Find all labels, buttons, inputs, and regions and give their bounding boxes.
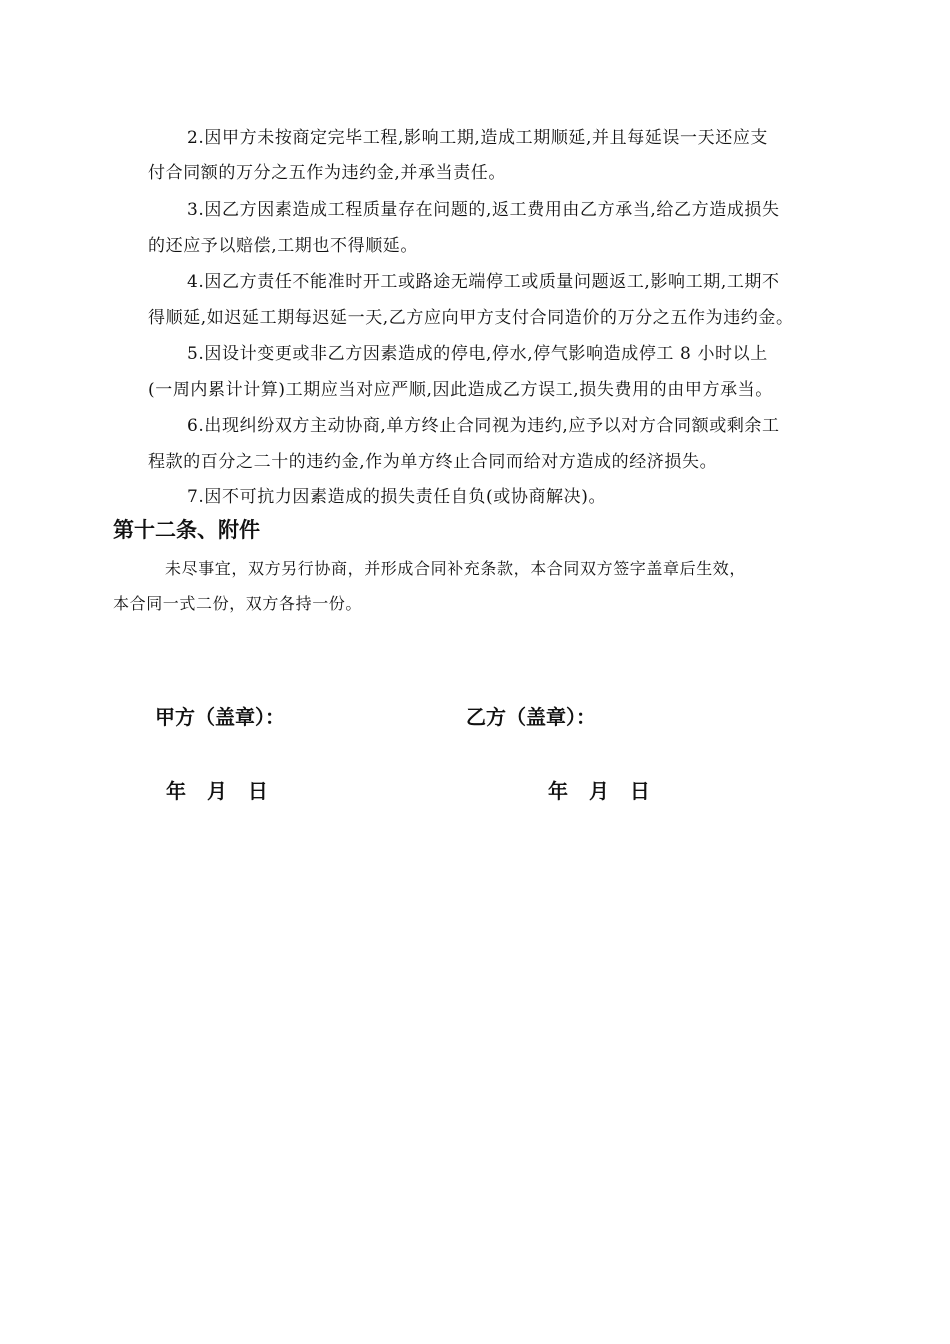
clause-2-line-2: 付合同额的万分之五作为违约金,并承当责任。 <box>148 163 507 183</box>
clause-3-line-1: 3.因乙方因素造成工程质量存在问题的,返工费用由乙方承当,给乙方造成损失 <box>187 200 780 220</box>
clause-7-line-1: 7.因不可抗力因素造成的损失责任自负(或协商解决)。 <box>187 487 607 507</box>
section-body-line-1: 未尽事宜，双方另行协商，并形成合同补充条款，本合同双方签字盖章后生效， <box>165 559 747 578</box>
party-b-seal-label: 乙方（盖章）： <box>466 705 596 729</box>
section-body-line-2: 本合同一式二份，双方各持一份。 <box>113 594 363 613</box>
party-a-seal-label: 甲方（盖章）： <box>155 705 285 729</box>
clause-3-line-2: 的还应予以赔偿,工期也不得顺延。 <box>148 236 419 256</box>
section-heading: 第十二条、附件 <box>113 518 260 542</box>
clause-2-line-1: 2.因甲方未按商定完毕工程,影响工期,造成工期顺延,并且每延误一天还应支 <box>187 128 769 148</box>
party-b-date: 年 月 日 <box>548 779 650 803</box>
clause-5-line-1: 5.因设计变更或非乙方因素造成的停电,停水,停气影响造成停工 8 小时以上 <box>187 344 768 364</box>
party-a-date: 年 月 日 <box>166 779 268 803</box>
clause-6-line-1: 6.出现纠纷双方主动协商,单方终止合同视为违约,应予以对方合同额或剩余工 <box>187 416 780 436</box>
clause-4-line-2: 得顺延,如迟延工期每迟延一天,乙方应向甲方支付合同造价的万分之五作为违约金。 <box>148 308 794 328</box>
clause-6-line-2: 程款的百分之二十的违约金,作为单方终止合同而给对方造成的经济损失。 <box>148 452 718 472</box>
clause-4-line-1: 4.因乙方责任不能准时开工或路途无端停工或质量问题返工,影响工期,工期不 <box>187 272 780 292</box>
clause-5-line-2: (一周内累计计算)工期应当对应严顺,因此造成乙方误工,损失费用的由甲方承当。 <box>148 380 773 400</box>
